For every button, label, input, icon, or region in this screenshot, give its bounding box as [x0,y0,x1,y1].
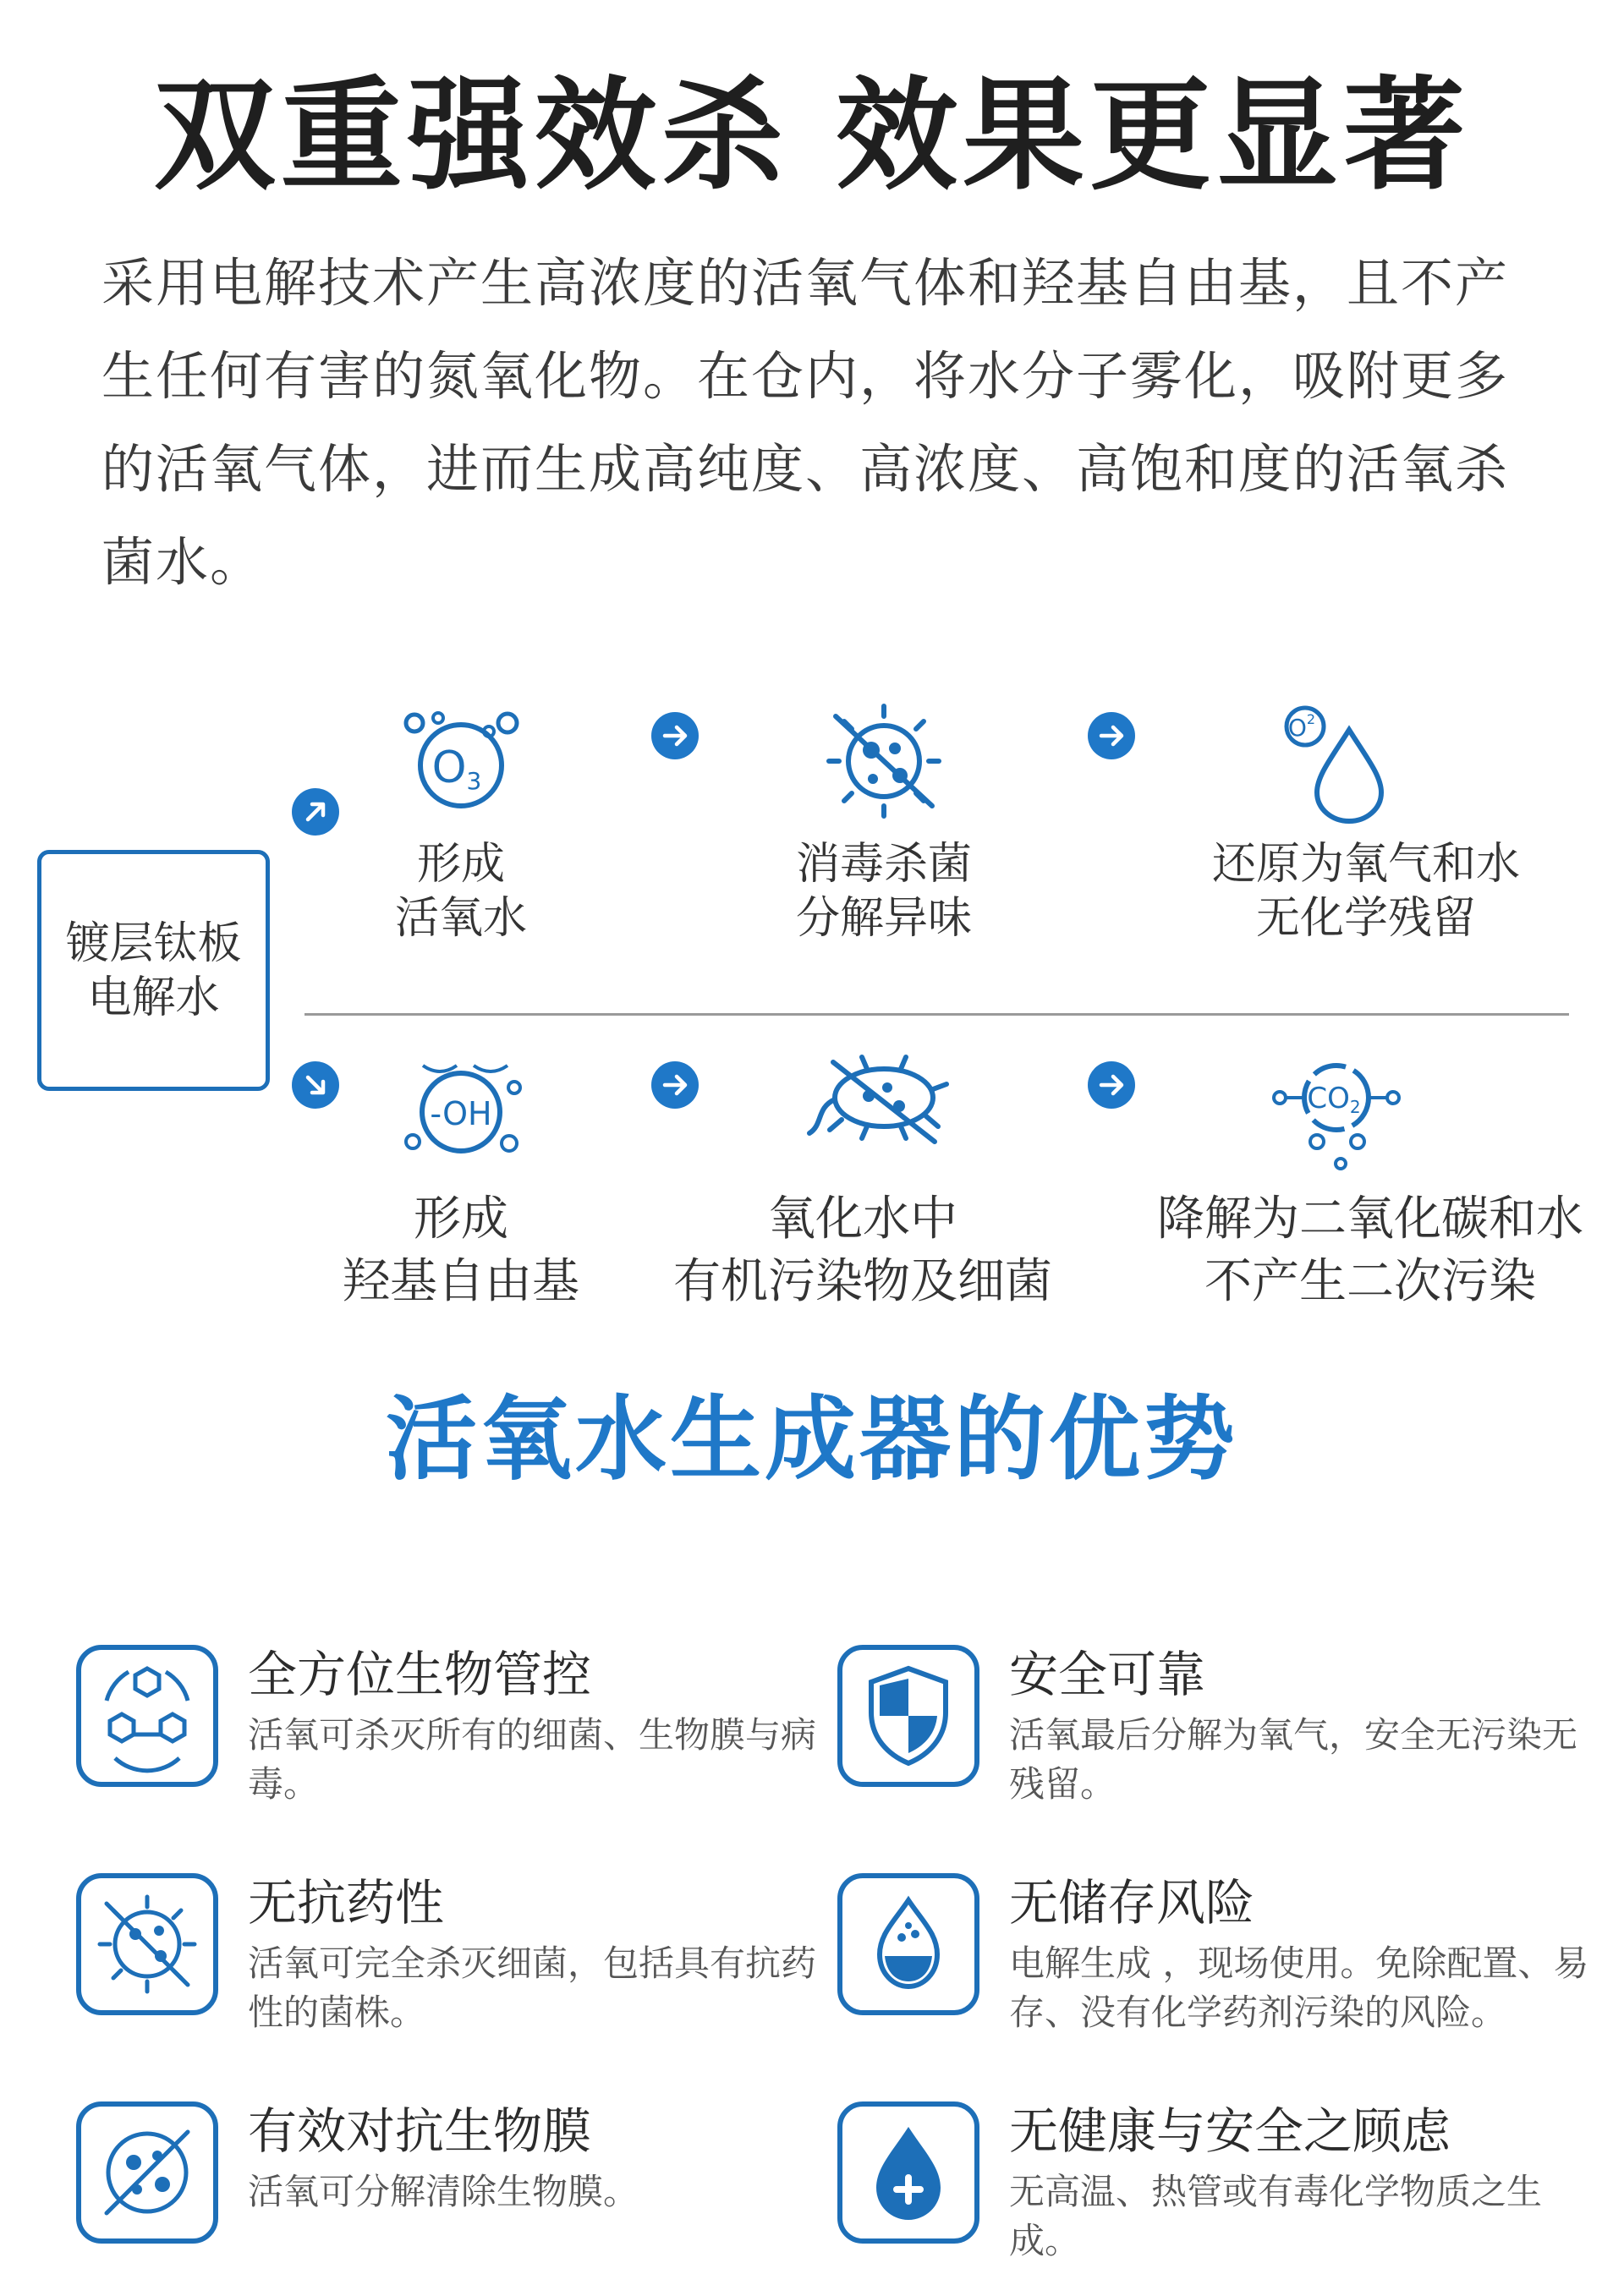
virus-crossed-icon [76,1873,218,2015]
step-label-oxidize: 氧化水中 有机污染物及细菌 [673,1192,1052,1309]
advantage-desc: 活氧最后分解为氧气，安全无污染无残留。 [1009,1714,1578,1805]
o2-superscript: 2 [1306,711,1316,727]
source-box [37,850,270,1091]
advantage-title: 无抗药性 [248,1874,445,1932]
hydroxyl-oh-icon [389,1049,533,1175]
step-label-ozone-water: 形成 活氧水 [394,839,527,944]
step-label-hydroxyl: 形成 羟基自由基 [343,1192,579,1309]
arrow-right-icon [651,712,699,759]
arrow-right-icon [1088,1061,1135,1109]
o3-subscript: 3 [466,767,482,795]
advantage-item [76,1873,817,2042]
svg-text:O2 [1288,711,1315,742]
advantage-title: 安全可靠 [1009,1646,1206,1703]
advantage-item [837,1645,1578,1814]
advantage-title: 全方位生物管控 [248,1646,592,1703]
co2-subscript: 2 [1349,1097,1361,1117]
advantage-desc: 电解生成 ，现场使用。免除配置、易存、没有化学药剂污染的风险。 [1009,1943,1589,2033]
oh-text: -OH [430,1095,492,1132]
advantage-desc: 活氧可分解清除生物膜。 [248,2171,639,2212]
o2-text: O [1287,714,1307,742]
arrow-down-right-icon [292,1061,339,1109]
bacteria-dish-icon [76,2101,218,2244]
advantage-item [837,2101,1565,2271]
arrow-right-icon [1088,712,1135,759]
advantage-desc: 无高温、热管或有毒化学物质之生成。 [1009,2171,1543,2261]
page-title: 双重强效杀 效果更显著 [153,64,1471,206]
oxygen-water-drop-icon [1265,698,1408,825]
germ-crossed-icon [799,1049,943,1175]
svg-text:O3 [432,743,482,795]
co2-icon [1265,1049,1408,1175]
advantage-title: 无健康与安全之顾虑 [1009,2102,1451,2160]
o3-text: O [431,743,467,793]
biofilm-control-icon [76,1645,218,1787]
advantage-desc: 活氧可杀灭所有的细菌、生物膜与病毒。 [248,1714,817,1805]
step-label-restore: 还原为氧气和水 无化学残留 [1211,839,1520,944]
step-label-degrade: 降解为二氧化碳和水 不产生二次污染 [1157,1192,1583,1309]
arrow-right-icon [651,1061,699,1109]
drop-plus-icon [837,2101,979,2244]
arrow-up-right-icon [292,788,339,836]
advantage-title: 有效对抗生物膜 [248,2102,592,2160]
advantage-item [76,2101,804,2271]
shield-icon [837,1645,979,1787]
co2-text: CO [1307,1082,1350,1115]
bacteria-crossed-icon [812,698,956,825]
advantage-item [837,1873,1589,2042]
ozone-o3-icon [389,698,533,825]
svg-text:CO2 [1307,1082,1360,1117]
intro-paragraph: 采用电解技术产生高浓度的活氧气体和羟基自由基，且不产生任何有害的氮氧化物。在仓内，将水分子雾化，吸附更多的活氧气体，进而生成高纯度、高浓度、高饱和度的活氧杀菌水。 [102,252,1510,593]
advantage-title: 无储存风险 [1009,1874,1255,1932]
water-tank-icon [837,1873,979,2015]
source-label: 镀层钛板 电解水 [65,918,242,1023]
process-divider [304,1013,1569,1016]
advantages-heading: 活氧水生成器的优势 [385,1387,1238,1493]
advantage-item [76,1645,817,1814]
step-label-disinfect: 消毒杀菌 分解异味 [795,839,972,944]
advantage-desc: 活氧可完全杀灭细菌，包括具有抗药性的菌株。 [248,1943,817,2033]
